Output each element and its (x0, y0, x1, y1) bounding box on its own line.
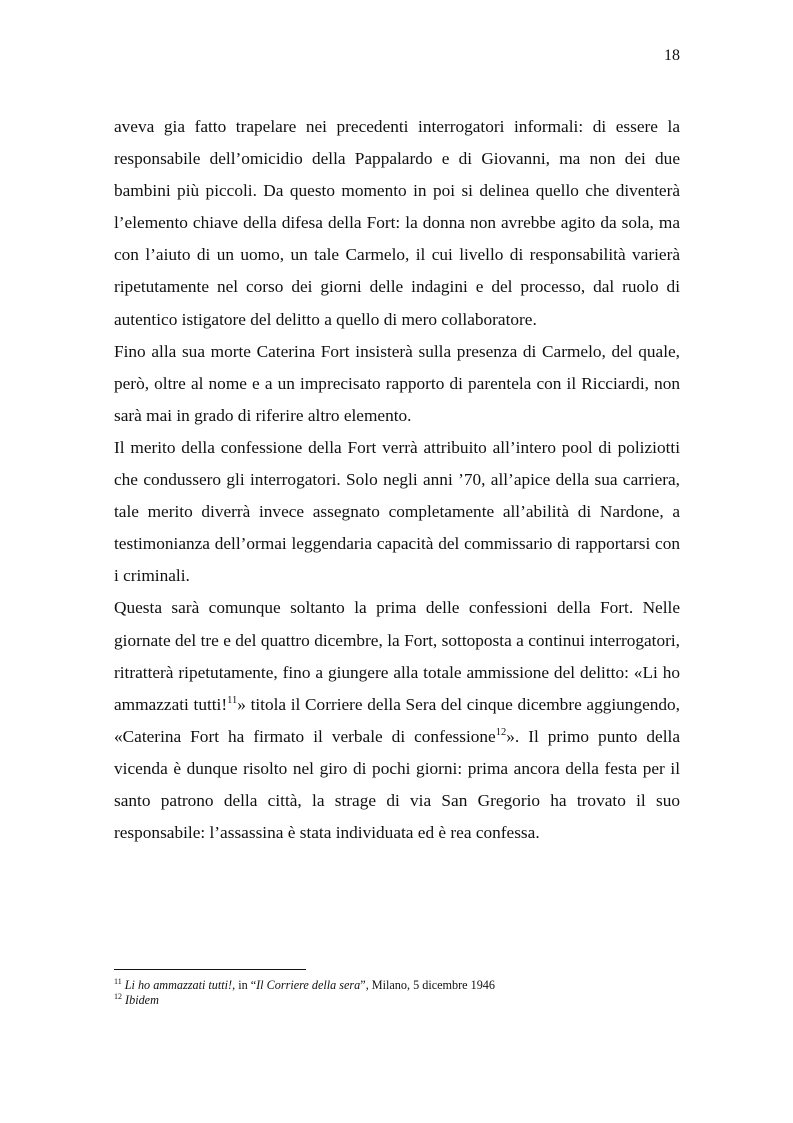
body-text (114, 111, 680, 849)
footnote-separator (114, 969, 306, 970)
footnote-reference: 11 (227, 694, 238, 706)
paragraph: Questa sarà comunque soltanto la prima delle confessioni della Fort. Nelle giornate del tre e del quattro dicembre, la Fort, sottoposta a continui interrogatori, ritratterà ripetutamente, fino a giungere alla totale ammissione del delitto: «Li ho ammazzati tutti!$^{11}$» titola il Corriere della Sera del cinque dicembre aggiungendo, «Caterina Fort ha firmato il verbale di confessione$^{12}$». Il primo punto della vicenda è dunque risolto nel giro di pochi giorni: prima ancora della festa per il santo patrono della città, la strage di via San Gregorio ha trovato il suo responsabile: l’assassina è stata individuata ed è rea confessa. (114, 598, 681, 843)
page-number: 18 (664, 47, 680, 64)
footnote-text (125, 993, 159, 1007)
footnote-reference: 12 (495, 727, 507, 739)
footnote (114, 978, 680, 993)
italic-text: Il Corriere della sera (256, 978, 361, 992)
paragraph: Il merito della confessione della Fort verrà attribuito all’intero pool di poliziotti che condussero gli interrogatori. Solo negli anni ’70, all’apice della sua carriera, tale merito diverrà invece assegnato completamente all’abilità di Nardone, a testimonianza dell’ormai leggendaria capacità del commissario di rapportarsi con i criminali. (114, 437, 680, 586)
paragraph: aveva gia fatto trapelare nei precedenti interrogatori informali: di essere la responsabile dell’omicidio della Pappalardo e di Giovanni, ma non dei due bambini più piccoli. Da questo momento in poi si delinea quello che diventerà l’elemento chiave della difesa della Fort: la donna non avrebbe agito da sola, ma con l’aiuto di un uomo, un tale Carmelo, il cui livello di responsabilità varierà ripetutamente nel corso dei giorni delle indagini e del processo, dal ruolo di autentico istigatore del delitto a quello di mero collaboratore. (114, 117, 680, 329)
footnote-number: 12 (114, 991, 122, 1001)
footnote (114, 993, 680, 1008)
italic-text: Li ho ammazzati tutti! (124, 978, 233, 992)
footnotes (114, 978, 680, 1008)
footnote-text: Li ho ammazzati tutti!, in “Il Corriere della sera”, Milano, 5 dicembre 1946 (124, 978, 495, 992)
paragraph: Fino alla sua morte Caterina Fort insisterà sulla presenza di Carmelo, del quale, però, oltre al nome e a un imprecisato rapporto di parentela con il Ricciardi, non sarà mai in grado di riferire altro elemento. (114, 341, 680, 425)
footnote-number: 11 (114, 976, 122, 986)
italic-text: Ibidem (125, 993, 159, 1007)
